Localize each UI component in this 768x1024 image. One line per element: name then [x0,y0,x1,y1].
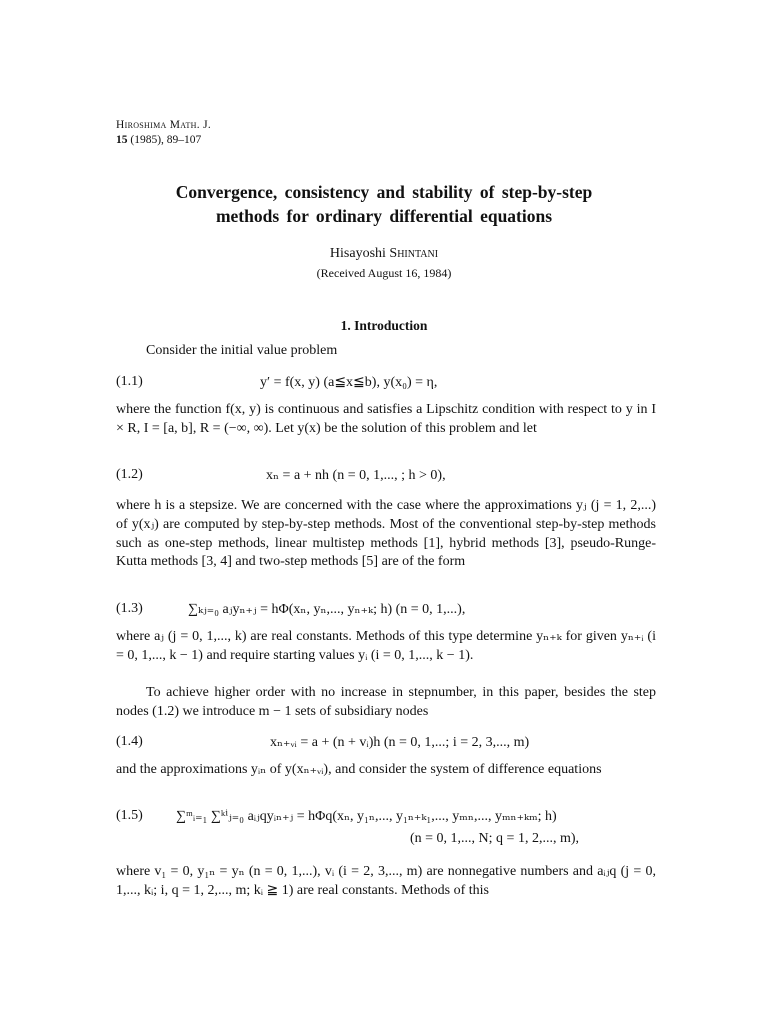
journal-volume: 15 [116,134,128,146]
received-date: (Received August 16, 1984) [316,266,452,280]
section-heading: 1. Introduction [340,318,428,333]
paragraph-2: where the function f(x, y) is continuous and satisfies a Lipschitz condition with respect to y in I × R, I = [a, b], R = (−∞, ∞). Let y(x) be the solution of this problem and let [116,402,656,436]
equation-number-1-4: (1.4) [116,734,143,749]
equation-1-2: xₙ = a + nh (n = 0, 1,..., ; h > 0), [266,468,446,483]
equation-1-3: ∑ₖⱼ₌₀ aⱼyₙ₊ⱼ = hΦ(xₙ, yₙ,..., yₙ₊ₖ; h) (n = 0, 1,...), [188,602,466,617]
equation-1-1: y′ = f(x, y) (a≦x≦b), y(x₀) = η, [260,375,438,390]
journal-header [116,118,211,148]
journal-name: Hiroshima Math. J. [116,119,212,131]
title-line-1: Convergence, consistency and stability of step-by-step [175,182,593,202]
equation-1-4: xₙ₊ᵥᵢ = a + (n + vᵢ)h (n = 0, 1,...; i = 2, 3,..., m) [270,735,530,750]
equation-1-5-line-2: (n = 0, 1,..., N; q = 1, 2,..., m), [410,831,580,846]
paragraph-7: where v₁ = 0, y₁ₙ = yₙ (n = 0, 1,...), vᵢ (i = 2, 3,..., m) are nonnegative numbers and aᵢⱼq (j = 0, 1,..., kᵢ; i, q = 1, 2,..., m; kᵢ ≧ 1) are real constants. Methods of this [116,864,656,898]
paragraph-3: where h is a stepsize. We are concerned with the case where the approximations yⱼ (j = 1, 2,...) of y(xⱼ) are computed by step-by-step methods. Most of the conventional step-by-step methods such as one-step methods, linear multistep methods [1], hybrid methods [3], pseudo-Runge-Kutta methods [3, 4] and two-step methods [5] are of the form [116,498,656,570]
equation-number-1-1: (1.1) [116,374,143,389]
paragraph-4: where aⱼ (j = 0, 1,..., k) are real constants. Methods of this type determine yₙ₊ₖ for given yₙ₊ᵢ (i = 0, 1,..., k − 1) and require starting values yᵢ (i = 0, 1,..., k − 1). [116,629,656,663]
journal-year-pages: (1985), 89–107 [130,134,202,146]
author-last-name: Shintani [389,246,439,261]
equation-number-1-3: (1.3) [116,601,143,616]
paragraph-1: Consider the initial value problem [146,343,338,358]
equation-1-5-line-1: ∑ᵐᵢ₌₁ ∑ᵏⁱⱼ₌₀ aᵢⱼqyᵢₙ₊ⱼ = hΦq(xₙ, y₁ₙ,..., y₁ₙ₊ₖ₁,..., yₘₙ,..., yₘₙ₊ₖₘ; h) [176,809,557,824]
author [0,246,768,262]
author-first-name: Hisayoshi [329,246,386,261]
equation-number-1-5: (1.5) [116,808,143,823]
journal-volume-line [116,133,211,148]
equation-number-1-2: (1.2) [116,467,143,482]
paragraph-5: To achieve higher order with no increase in stepnumber, in this paper, besides the step nodes (1.2) we introduce m − 1 sets of subsidiary nodes [116,685,656,719]
title-line-2: methods for ordinary differential equations [215,206,553,226]
paragraph-6: and the approximations yᵢₙ of y(xₙ₊ᵥᵢ), and consider the system of difference equations [116,762,602,777]
paper-title [100,180,668,228]
